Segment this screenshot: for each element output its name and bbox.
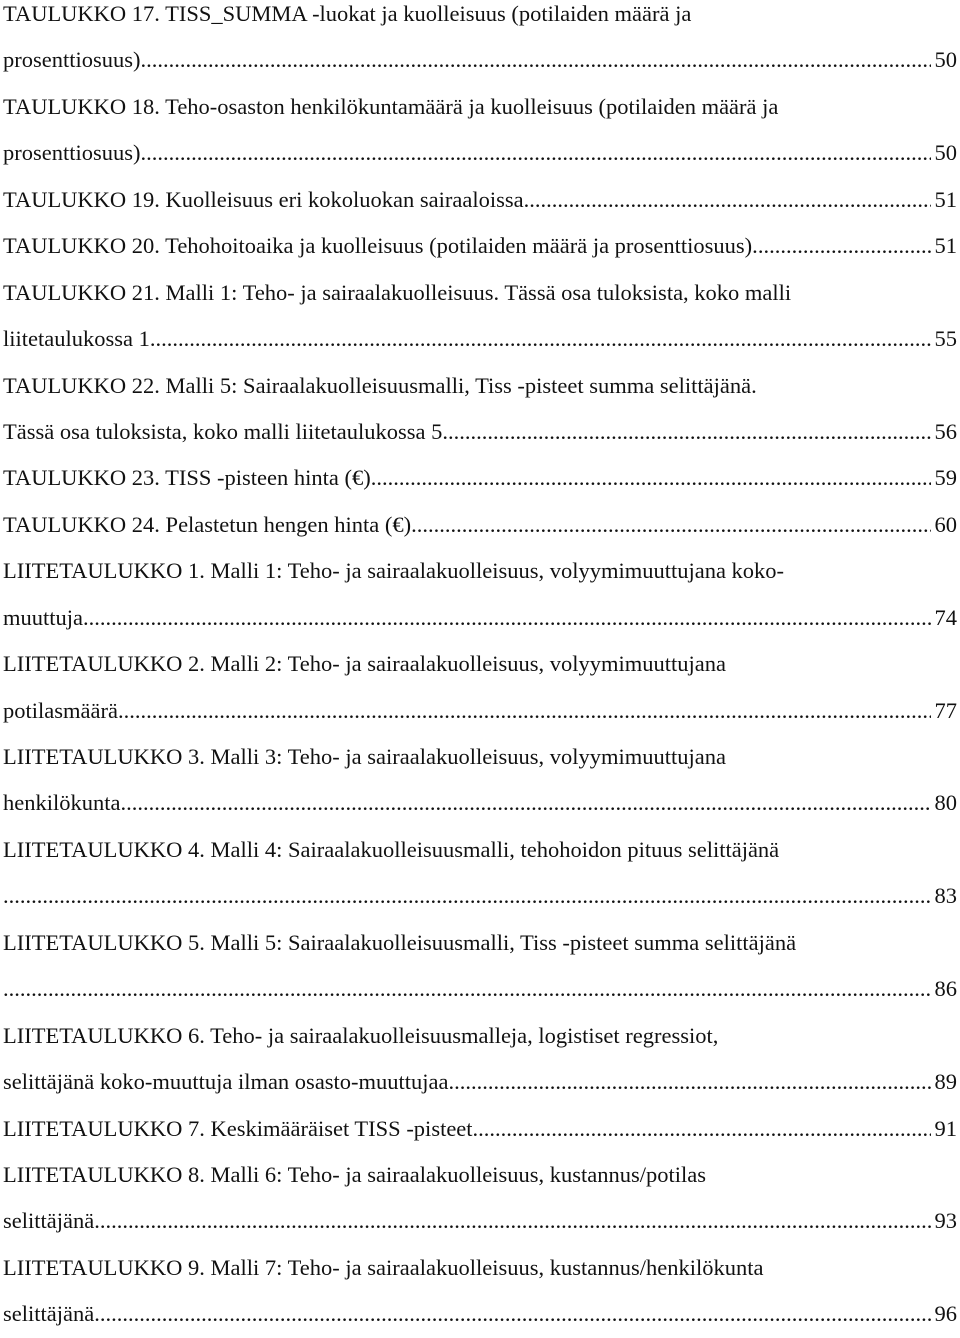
- toc-entry-title-end: Tässä osa tuloksista, koko malli liitetaulukossa 5: [3, 418, 443, 444]
- toc-entry-last-line: [3, 316, 957, 362]
- toc-entry[interactable]: [3, 363, 957, 456]
- dot-leader: [94, 1291, 930, 1337]
- toc-entry-page: 59: [934, 465, 957, 491]
- toc-entry[interactable]: [3, 1245, 957, 1338]
- toc-entry[interactable]: [3, 455, 957, 501]
- toc-entry-title: LIITETAULUKKO 5. Malli 5: Sairaalakuolleisuusmalli, Tiss -pisteet summa selittäjänä: [3, 929, 797, 955]
- toc-entry-page: 55: [934, 326, 957, 352]
- toc-entry-last-line: [3, 455, 957, 501]
- toc-entry-last-line: [3, 223, 957, 269]
- toc-entry-page: 50: [934, 47, 957, 73]
- toc-entry-line: [3, 1152, 957, 1198]
- toc-entry-title-end: selittäjänä: [3, 1208, 95, 1234]
- toc-entry-title: LIITETAULUKKO 4. Malli 4: Sairaalakuolleisuusmalli, tehohoidon pituus selittäjänä: [3, 836, 780, 862]
- toc-entry-line: [3, 270, 957, 316]
- toc-entry-page: 89: [934, 1069, 957, 1095]
- toc-entry[interactable]: [3, 734, 957, 827]
- toc-entry-last-line: [3, 1106, 957, 1152]
- toc-entry[interactable]: [3, 1013, 957, 1106]
- toc-entry-title-end: prosenttiosuus): [3, 47, 141, 73]
- toc-entry-last-line: [3, 966, 957, 1012]
- dot-leader: [442, 409, 930, 455]
- toc-entry[interactable]: [3, 0, 957, 84]
- toc-entry-last-line: [3, 1291, 957, 1337]
- toc-entry-page: 51: [934, 233, 957, 259]
- toc-entry-last-line: [3, 595, 957, 641]
- toc-entry-line: [3, 734, 957, 780]
- toc-entry-title: LIITETAULUKKO 9. Malli 7: Teho- ja sairaalakuolleisuus, kustannus/henkilökunta: [3, 1254, 764, 1280]
- table-of-contents: [3, 0, 957, 1338]
- toc-entry-title-end: LIITETAULUKKO 7. Keskimääräiset TISS -pisteet: [3, 1115, 473, 1141]
- dot-leader: [83, 595, 931, 641]
- toc-entry-last-line: [3, 37, 957, 83]
- dot-leader: [449, 1059, 931, 1105]
- toc-entry-line: [3, 920, 957, 966]
- dot-leader: [120, 780, 930, 826]
- toc-entry-title: TAULUKKO 21. Malli 1: Teho- ja sairaalakuolleisuus. Tässä osa tuloksista, koko malli: [3, 279, 792, 305]
- toc-entry-page: 93: [934, 1208, 957, 1234]
- toc-entry-title: LIITETAULUKKO 6. Teho- ja sairaalakuolleisuusmalleja, logistiset regressiot,: [3, 1022, 719, 1048]
- toc-entry[interactable]: [3, 1106, 957, 1152]
- toc-entry-title: LIITETAULUKKO 1. Malli 1: Teho- ja sairaalakuolleisuus, volyymimuuttujana koko-: [3, 558, 785, 584]
- toc-entry-last-line: [3, 873, 957, 919]
- toc-entry[interactable]: [3, 1152, 957, 1245]
- toc-entry-title: TAULUKKO 22. Malli 5: Sairaalakuolleisuusmalli, Tiss -pisteet summa selittäjänä.: [3, 372, 757, 398]
- toc-entry-line: [3, 363, 957, 409]
- toc-entry-line: [3, 0, 957, 37]
- toc-entry-page: 83: [934, 883, 957, 909]
- toc-entry-line: [3, 827, 957, 873]
- toc-entry-title-end: selittäjänä koko-muuttuja ilman osasto-muuttujaa: [3, 1069, 449, 1095]
- toc-entry-title-end: TAULUKKO 23. TISS -pisteen hinta (€): [3, 465, 371, 491]
- toc-entry-page: 96: [934, 1301, 957, 1327]
- toc-entry-page: 50: [934, 140, 957, 166]
- toc-entry-title-end: TAULUKKO 24. Pelastetun hengen hinta (€): [3, 511, 412, 537]
- toc-entry-page: 80: [934, 790, 957, 816]
- toc-entry-page: 60: [934, 511, 957, 537]
- toc-entry-last-line: [3, 502, 957, 548]
- toc-entry-last-line: [3, 780, 957, 826]
- dot-leader: [3, 966, 931, 1012]
- toc-entry-title-end: selittäjänä: [3, 1301, 95, 1327]
- toc-entry-title-end: muuttuja: [3, 604, 83, 630]
- toc-entry[interactable]: [3, 270, 957, 363]
- toc-entry-page: 91: [934, 1115, 957, 1141]
- toc-entry-title-end: henkilökunta: [3, 790, 121, 816]
- toc-entry-last-line: [3, 688, 957, 734]
- dot-leader: [758, 223, 931, 269]
- dot-leader: [118, 688, 931, 734]
- toc-entry[interactable]: [3, 502, 957, 548]
- toc-entry-line: [3, 1013, 957, 1059]
- dot-leader: [411, 502, 930, 548]
- toc-entry-title-end: prosenttiosuus): [3, 140, 141, 166]
- dot-leader: [141, 37, 931, 83]
- toc-entry-page: 56: [934, 418, 957, 444]
- toc-entry[interactable]: [3, 548, 957, 641]
- toc-entry-line: [3, 1245, 957, 1291]
- toc-entry[interactable]: [3, 223, 957, 269]
- dot-leader: [524, 177, 931, 223]
- toc-entry-title: LIITETAULUKKO 8. Malli 6: Teho- ja sairaalakuolleisuus, kustannus/potilas: [3, 1161, 706, 1187]
- dot-leader: [150, 316, 931, 362]
- toc-entry[interactable]: [3, 827, 957, 920]
- toc-entry-page: 86: [934, 976, 957, 1002]
- toc-entry-last-line: [3, 409, 957, 455]
- toc-entry-last-line: [3, 130, 957, 176]
- toc-entry-line: [3, 548, 957, 594]
- toc-entry-page: 74: [934, 604, 957, 630]
- toc-entry-page: 51: [934, 186, 957, 212]
- toc-entry-title: TAULUKKO 17. TISS_SUMMA -luokat ja kuolleisuus (potilaiden määrä ja: [3, 1, 692, 26]
- toc-entry-title-end: TAULUKKO 20. Tehohoitoaika ja kuolleisuus (potilaiden määrä ja prosenttiosuus).: [3, 233, 758, 259]
- toc-entry-line: [3, 641, 957, 687]
- toc-entry-title: LIITETAULUKKO 3. Malli 3: Teho- ja sairaalakuolleisuus, volyymimuuttujana: [3, 744, 726, 769]
- toc-entry[interactable]: [3, 177, 957, 223]
- toc-entry-last-line: [3, 1198, 957, 1244]
- toc-entry-last-line: [3, 177, 957, 223]
- toc-entry-line: [3, 84, 957, 130]
- dot-leader: [371, 455, 931, 501]
- toc-entry-last-line: [3, 1059, 957, 1105]
- dot-leader: [3, 873, 931, 919]
- toc-entry-title: LIITETAULUKKO 2. Malli 2: Teho- ja sairaalakuolleisuus, volyymimuuttujana: [3, 651, 726, 677]
- toc-entry[interactable]: [3, 920, 957, 1013]
- toc-entry-title-end: liitetaulukossa 1: [3, 326, 150, 352]
- toc-entry-title-end: potilasmäärä: [3, 697, 118, 723]
- toc-entry-title-end: TAULUKKO 19. Kuolleisuus eri kokoluokan sairaaloissa: [3, 186, 524, 212]
- toc-entry[interactable]: [3, 84, 957, 177]
- dot-leader: [94, 1198, 930, 1244]
- dot-leader: [141, 130, 931, 176]
- dot-leader: [473, 1106, 931, 1152]
- toc-entry[interactable]: [3, 641, 957, 734]
- toc-entry-title: TAULUKKO 18. Teho-osaston henkilökuntamäärä ja kuolleisuus (potilaiden määrä ja: [3, 93, 779, 119]
- toc-entry-page: 77: [934, 697, 957, 723]
